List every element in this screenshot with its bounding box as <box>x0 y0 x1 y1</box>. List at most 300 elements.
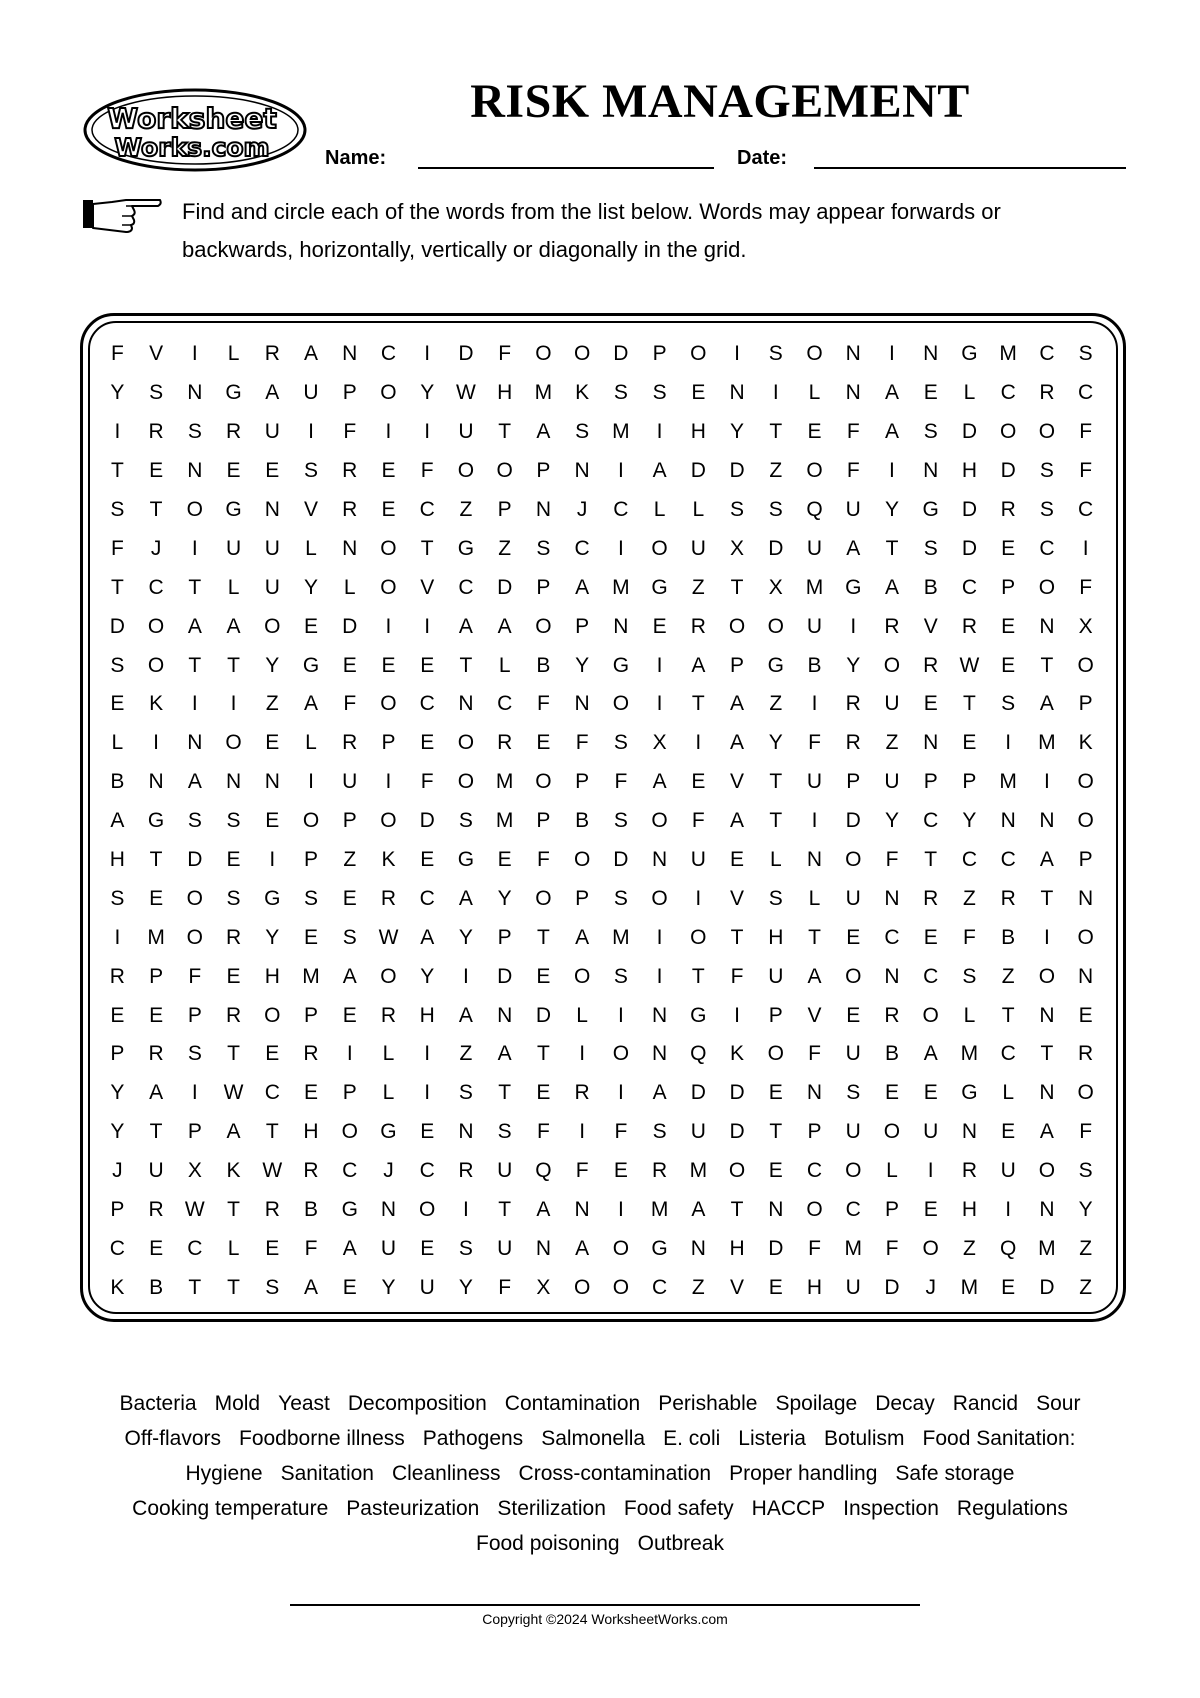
grid-letter[interactable]: O <box>1077 770 1094 794</box>
grid-letter[interactable]: E <box>1001 536 1016 560</box>
grid-letter[interactable]: I <box>114 925 121 949</box>
grid-letter[interactable]: Y <box>381 1275 396 1299</box>
grid-letter[interactable]: C <box>1039 536 1055 560</box>
grid-letter[interactable]: U <box>845 1120 861 1144</box>
grid-letter[interactable]: J <box>576 498 588 521</box>
grid-letter[interactable]: R <box>458 1159 474 1183</box>
grid-letter[interactable]: N <box>574 1198 590 1222</box>
grid-letter[interactable]: O <box>419 1198 436 1222</box>
grid-letter[interactable]: B <box>149 1275 164 1299</box>
grid-letter[interactable]: A <box>226 614 241 638</box>
grid-letter[interactable]: E <box>265 1042 280 1066</box>
grid-letter[interactable]: A <box>1039 1120 1054 1144</box>
grid-letter[interactable]: D <box>613 342 629 366</box>
grid-letter[interactable]: F <box>1079 575 1093 599</box>
grid-letter[interactable]: E <box>1001 653 1016 677</box>
grid-letter[interactable]: D <box>497 964 513 988</box>
grid-letter[interactable]: T <box>265 1120 279 1144</box>
grid-letter[interactable]: C <box>652 1275 668 1299</box>
grid-letter[interactable]: O <box>690 925 707 949</box>
grid-letter[interactable]: P <box>575 614 590 638</box>
grid-letter[interactable]: A <box>536 420 551 444</box>
grid-letter[interactable]: O <box>612 692 630 716</box>
grid-letter[interactable]: O <box>1077 809 1094 833</box>
grid-letter[interactable]: E <box>420 848 435 872</box>
grid-letter[interactable]: E <box>226 964 241 988</box>
grid-letter[interactable]: I <box>656 692 663 716</box>
grid-letter[interactable]: A <box>1039 692 1054 716</box>
grid-letter[interactable]: F <box>110 536 124 560</box>
grid-letter[interactable]: Z <box>459 1042 473 1066</box>
grid-letter[interactable]: D <box>768 536 784 560</box>
grid-letter[interactable]: E <box>923 381 938 405</box>
grid-letter[interactable]: F <box>614 770 628 794</box>
grid-letter[interactable]: A <box>923 1042 938 1066</box>
grid-letter[interactable]: P <box>652 342 667 366</box>
grid-letter[interactable]: E <box>923 1081 938 1105</box>
grid-letter[interactable]: I <box>346 1042 353 1066</box>
grid-letter[interactable]: F <box>188 964 202 988</box>
grid-letter[interactable]: U <box>1000 1159 1016 1183</box>
grid-letter[interactable]: T <box>227 1042 240 1066</box>
grid-letter[interactable]: I <box>463 964 469 988</box>
grid-letter[interactable]: Z <box>459 498 473 521</box>
grid-letter[interactable]: B <box>884 1042 899 1066</box>
grid-letter[interactable]: P <box>342 809 357 833</box>
grid-letter[interactable]: O <box>806 459 823 483</box>
grid-letter[interactable]: Z <box>1001 964 1015 988</box>
grid-letter[interactable]: S <box>226 886 241 910</box>
grid-letter[interactable]: F <box>885 1236 899 1260</box>
grid-letter[interactable]: O <box>845 848 862 872</box>
grid-letter[interactable]: S <box>1078 342 1093 366</box>
grid-letter[interactable]: I <box>191 536 198 560</box>
grid-letter[interactable]: A <box>1039 848 1054 872</box>
grid-letter[interactable]: E <box>923 692 938 716</box>
grid-letter[interactable]: E <box>536 964 551 988</box>
grid-letter[interactable]: H <box>729 1236 745 1260</box>
grid-letter[interactable]: M <box>1038 731 1056 755</box>
grid-letter[interactable]: G <box>767 653 784 677</box>
grid-letter[interactable]: C <box>961 848 978 872</box>
grid-letter[interactable]: T <box>110 459 124 483</box>
grid-letter[interactable]: T <box>498 1081 512 1105</box>
grid-letter[interactable]: G <box>922 498 939 521</box>
grid-letter[interactable]: U <box>380 1236 397 1260</box>
grid-letter[interactable]: A <box>226 1120 241 1144</box>
grid-letter[interactable]: O <box>767 614 784 638</box>
grid-letter[interactable]: E <box>613 1159 628 1183</box>
grid-letter[interactable]: N <box>1078 886 1094 910</box>
grid-letter[interactable]: S <box>149 381 164 405</box>
grid-letter[interactable]: X <box>652 731 667 755</box>
grid-letter[interactable]: A <box>304 1275 319 1299</box>
grid-letter[interactable]: M <box>1038 1236 1056 1260</box>
grid-letter[interactable]: E <box>730 848 745 872</box>
grid-letter[interactable]: U <box>806 614 823 638</box>
grid-letter[interactable]: T <box>730 925 744 949</box>
grid-letter[interactable]: P <box>342 1081 357 1105</box>
grid-letter[interactable]: A <box>884 381 899 405</box>
grid-letter[interactable]: O <box>1077 1081 1094 1105</box>
grid-letter[interactable]: O <box>380 575 397 599</box>
grid-letter[interactable]: R <box>1000 498 1016 521</box>
grid-letter[interactable]: N <box>923 459 939 483</box>
grid-letter[interactable]: T <box>730 575 744 599</box>
grid-letter[interactable]: S <box>458 809 473 833</box>
grid-letter[interactable]: R <box>303 1042 319 1066</box>
grid-letter[interactable]: R <box>923 886 939 910</box>
grid-letter[interactable]: E <box>149 1003 164 1027</box>
grid-letter[interactable]: E <box>691 381 706 405</box>
grid-letter[interactable]: Q <box>806 498 823 521</box>
grid-letter[interactable]: O <box>651 809 668 833</box>
grid-letter[interactable]: A <box>691 1198 706 1222</box>
grid-letter[interactable]: C <box>1039 342 1055 366</box>
grid-letter[interactable]: S <box>110 498 125 521</box>
grid-letter[interactable]: E <box>265 1236 280 1260</box>
grid-letter[interactable]: R <box>303 1159 319 1183</box>
grid-letter[interactable]: N <box>884 964 900 988</box>
grid-letter[interactable]: J <box>112 1159 123 1183</box>
grid-letter[interactable]: Z <box>769 692 783 716</box>
grid-letter[interactable]: S <box>730 498 745 521</box>
grid-letter[interactable]: E <box>1001 1275 1016 1299</box>
grid-letter[interactable]: D <box>109 614 125 638</box>
grid-letter[interactable]: N <box>535 1236 551 1260</box>
grid-letter[interactable]: U <box>264 575 280 599</box>
grid-letter[interactable]: O <box>457 770 475 794</box>
grid-letter[interactable]: N <box>148 770 164 794</box>
grid-letter[interactable]: E <box>846 925 861 949</box>
grid-letter[interactable]: E <box>536 1081 551 1105</box>
grid-letter[interactable]: O <box>380 809 397 833</box>
grid-letter[interactable]: F <box>614 1120 628 1144</box>
grid-letter[interactable]: N <box>923 731 939 755</box>
grid-letter[interactable]: E <box>807 420 822 444</box>
grid-letter[interactable]: R <box>225 420 242 444</box>
grid-letter[interactable]: N <box>264 498 280 521</box>
grid-letter[interactable]: G <box>264 886 281 910</box>
grid-letter[interactable]: O <box>922 1236 939 1260</box>
grid-letter[interactable]: S <box>768 342 783 366</box>
grid-letter[interactable]: E <box>381 498 396 521</box>
grid-letter[interactable]: N <box>613 614 629 638</box>
grid-letter[interactable]: O <box>573 848 591 872</box>
grid-letter[interactable]: I <box>269 848 276 872</box>
grid-letter[interactable]: N <box>342 342 358 366</box>
grid-letter[interactable]: V <box>807 1003 822 1027</box>
grid-letter[interactable]: Y <box>420 964 435 988</box>
grid-letter[interactable]: U <box>845 886 861 910</box>
grid-letter[interactable]: U <box>342 770 358 794</box>
grid-letter[interactable]: I <box>656 925 663 949</box>
grid-letter[interactable]: I <box>617 1081 624 1105</box>
grid-letter[interactable]: T <box>188 575 202 599</box>
grid-letter[interactable]: N <box>1039 1003 1055 1027</box>
grid-letter[interactable]: S <box>923 536 938 560</box>
grid-letter[interactable]: N <box>458 1120 474 1144</box>
grid-letter[interactable]: O <box>147 653 165 677</box>
grid-letter[interactable]: N <box>1039 809 1055 833</box>
grid-letter[interactable]: T <box>769 420 783 444</box>
grid-letter[interactable]: A <box>884 420 899 444</box>
grid-letter[interactable]: I <box>656 420 663 444</box>
grid-letter[interactable]: I <box>889 459 895 483</box>
grid-letter[interactable]: E <box>768 1275 783 1299</box>
grid-letter[interactable]: R <box>148 420 164 444</box>
grid-letter[interactable]: Z <box>498 536 512 560</box>
grid-letter[interactable]: S <box>1039 498 1054 521</box>
grid-letter[interactable]: N <box>458 692 474 716</box>
grid-letter[interactable]: L <box>227 575 240 599</box>
grid-letter[interactable]: R <box>845 731 861 755</box>
grid-letter[interactable]: N <box>652 1003 668 1027</box>
grid-letter[interactable]: M <box>534 381 553 405</box>
grid-letter[interactable]: P <box>342 381 357 405</box>
grid-letter[interactable]: C <box>419 498 435 521</box>
grid-letter[interactable]: I <box>1043 925 1050 949</box>
grid-letter[interactable]: S <box>536 536 551 560</box>
grid-letter[interactable]: N <box>574 692 590 716</box>
grid-letter[interactable]: P <box>187 1120 202 1144</box>
grid-letter[interactable]: F <box>420 770 434 794</box>
grid-letter[interactable]: I <box>889 342 895 366</box>
grid-letter[interactable]: A <box>187 770 202 794</box>
grid-letter[interactable]: D <box>845 809 861 833</box>
grid-letter[interactable]: N <box>652 848 668 872</box>
grid-letter[interactable]: E <box>265 731 280 755</box>
grid-letter[interactable]: S <box>110 886 125 910</box>
grid-letter[interactable]: D <box>961 536 978 560</box>
grid-letter[interactable]: Z <box>963 1236 976 1260</box>
grid-letter[interactable]: Y <box>730 420 745 444</box>
grid-letter[interactable]: X <box>1078 614 1093 638</box>
grid-letter[interactable]: G <box>961 342 978 366</box>
grid-letter[interactable]: T <box>691 692 705 716</box>
grid-letter[interactable]: H <box>768 925 784 949</box>
grid-letter[interactable]: O <box>845 964 862 988</box>
grid-letter[interactable]: S <box>110 653 125 677</box>
grid-letter[interactable]: P <box>730 653 745 677</box>
grid-letter[interactable]: E <box>342 1275 357 1299</box>
grid-letter[interactable]: M <box>147 925 165 949</box>
grid-letter[interactable]: P <box>1078 848 1093 872</box>
grid-letter[interactable]: K <box>1078 731 1093 755</box>
grid-letter[interactable]: O <box>1077 653 1094 677</box>
grid-letter[interactable]: T <box>188 653 202 677</box>
grid-letter[interactable]: I <box>1082 536 1089 560</box>
grid-letter[interactable]: C <box>419 1159 435 1183</box>
grid-letter[interactable]: G <box>651 1236 668 1260</box>
grid-letter[interactable]: N <box>768 1198 784 1222</box>
grid-letter[interactable]: A <box>265 381 280 405</box>
date-field[interactable] <box>814 167 1126 169</box>
grid-letter[interactable]: A <box>730 692 745 716</box>
grid-letter[interactable]: C <box>1000 1042 1016 1066</box>
grid-letter[interactable]: Z <box>343 848 357 872</box>
grid-letter[interactable]: I <box>153 731 159 755</box>
grid-letter[interactable]: Z <box>691 1275 705 1299</box>
grid-letter[interactable]: K <box>575 381 590 405</box>
grid-letter[interactable]: L <box>576 1003 588 1027</box>
grid-letter[interactable]: X <box>768 575 783 599</box>
grid-letter[interactable]: U <box>845 1275 861 1299</box>
grid-letter[interactable]: T <box>1040 653 1054 677</box>
grid-letter[interactable]: O <box>186 886 203 910</box>
grid-letter[interactable]: R <box>380 1003 397 1027</box>
grid-letter[interactable]: V <box>923 614 938 638</box>
grid-letter[interactable]: I <box>617 1198 624 1222</box>
grid-letter[interactable]: S <box>497 1120 512 1144</box>
grid-letter[interactable]: A <box>458 1003 473 1027</box>
grid-letter[interactable]: E <box>304 614 319 638</box>
grid-letter[interactable]: Y <box>884 498 899 521</box>
grid-letter[interactable]: N <box>342 536 358 560</box>
grid-letter[interactable]: E <box>381 459 396 483</box>
grid-letter[interactable]: P <box>807 1120 822 1144</box>
grid-letter[interactable]: C <box>458 575 474 599</box>
grid-letter[interactable]: M <box>999 770 1017 794</box>
grid-letter[interactable]: O <box>767 1042 784 1066</box>
grid-letter[interactable]: C <box>884 925 900 949</box>
grid-letter[interactable]: P <box>1001 575 1016 599</box>
grid-letter[interactable]: F <box>304 1236 318 1260</box>
grid-letter[interactable]: O <box>690 342 707 366</box>
grid-letter[interactable]: L <box>111 731 124 755</box>
grid-letter[interactable]: R <box>574 1081 590 1105</box>
grid-letter[interactable]: P <box>536 575 551 599</box>
grid-letter[interactable]: M <box>612 925 630 949</box>
grid-letter[interactable]: A <box>497 614 512 638</box>
grid-letter[interactable]: Z <box>769 459 783 483</box>
grid-letter[interactable]: I <box>424 1042 431 1066</box>
grid-letter[interactable]: A <box>420 925 435 949</box>
grid-letter[interactable]: O <box>728 1159 746 1183</box>
grid-letter[interactable]: E <box>420 1120 435 1144</box>
grid-letter[interactable]: C <box>380 342 397 366</box>
grid-letter[interactable]: Y <box>846 653 861 677</box>
grid-letter[interactable]: F <box>963 925 976 949</box>
grid-letter[interactable]: N <box>187 381 203 405</box>
grid-letter[interactable]: G <box>612 653 630 677</box>
grid-letter[interactable]: G <box>845 575 862 599</box>
grid-letter[interactable]: A <box>652 459 667 483</box>
grid-letter[interactable]: E <box>265 459 280 483</box>
grid-letter[interactable]: F <box>808 1042 821 1066</box>
grid-letter[interactable]: V <box>730 770 745 794</box>
grid-letter[interactable]: P <box>884 1198 899 1222</box>
grid-letter[interactable]: S <box>613 964 628 988</box>
grid-letter[interactable]: C <box>923 809 939 833</box>
grid-letter[interactable]: O <box>535 886 552 910</box>
grid-letter[interactable]: L <box>692 498 705 521</box>
grid-letter[interactable]: N <box>806 848 823 872</box>
grid-letter[interactable]: Y <box>497 886 512 910</box>
grid-letter[interactable]: S <box>304 886 319 910</box>
grid-letter[interactable]: C <box>148 575 164 599</box>
grid-letter[interactable]: R <box>225 1003 242 1027</box>
grid-letter[interactable]: I <box>579 1120 586 1144</box>
grid-letter[interactable]: U <box>690 1120 706 1144</box>
grid-letter[interactable]: E <box>420 731 435 755</box>
grid-letter[interactable]: G <box>690 1003 707 1027</box>
grid-letter[interactable]: M <box>844 1236 862 1260</box>
grid-letter[interactable]: S <box>1039 459 1054 483</box>
grid-letter[interactable]: X <box>187 1159 202 1183</box>
grid-letter[interactable]: E <box>768 1081 783 1105</box>
grid-letter[interactable]: T <box>149 848 163 872</box>
grid-letter[interactable]: W <box>959 653 980 677</box>
grid-letter[interactable]: I <box>734 342 740 366</box>
grid-letter[interactable]: O <box>1077 925 1094 949</box>
grid-letter[interactable]: C <box>806 1159 823 1183</box>
grid-letter[interactable]: N <box>574 459 590 483</box>
grid-letter[interactable]: O <box>806 1198 823 1222</box>
grid-letter[interactable]: L <box>305 731 317 755</box>
grid-letter[interactable]: R <box>1039 381 1055 405</box>
grid-letter[interactable]: N <box>690 1236 706 1260</box>
grid-letter[interactable]: S <box>923 420 938 444</box>
grid-letter[interactable]: S <box>613 886 628 910</box>
grid-letter[interactable]: D <box>419 809 435 833</box>
grid-letter[interactable]: L <box>963 1003 976 1027</box>
grid-letter[interactable]: B <box>1001 925 1016 949</box>
grid-letter[interactable]: U <box>845 1042 861 1066</box>
grid-letter[interactable]: Y <box>110 381 125 405</box>
grid-letter[interactable]: I <box>191 342 198 366</box>
grid-letter[interactable]: K <box>149 692 164 716</box>
grid-letter[interactable]: I <box>772 381 779 405</box>
grid-letter[interactable]: L <box>1002 1081 1014 1105</box>
grid-letter[interactable]: S <box>768 886 783 910</box>
grid-letter[interactable]: O <box>651 886 668 910</box>
grid-letter[interactable]: I <box>385 770 392 794</box>
grid-letter[interactable]: O <box>264 614 281 638</box>
grid-letter[interactable]: F <box>420 459 434 483</box>
grid-letter[interactable]: N <box>961 1120 978 1144</box>
grid-letter[interactable]: A <box>149 1081 164 1105</box>
grid-letter[interactable]: L <box>963 381 976 405</box>
grid-letter[interactable]: O <box>728 614 746 638</box>
grid-letter[interactable]: F <box>846 459 860 483</box>
grid-letter[interactable]: E <box>149 886 164 910</box>
grid-letter[interactable]: L <box>498 653 511 677</box>
grid-letter[interactable]: D <box>729 459 745 483</box>
grid-letter[interactable]: K <box>730 1042 745 1066</box>
grid-letter[interactable]: N <box>652 1042 668 1066</box>
grid-letter[interactable]: B <box>923 575 938 599</box>
grid-letter[interactable]: F <box>498 1275 512 1299</box>
grid-letter[interactable]: Y <box>420 381 435 405</box>
grid-letter[interactable]: C <box>187 1236 203 1260</box>
grid-letter[interactable]: R <box>148 1198 164 1222</box>
grid-letter[interactable]: P <box>304 1003 319 1027</box>
grid-letter[interactable]: S <box>613 809 628 833</box>
grid-letter[interactable]: P <box>497 925 512 949</box>
grid-letter[interactable]: Z <box>885 731 899 755</box>
grid-letter[interactable]: L <box>305 536 317 560</box>
grid-letter[interactable]: M <box>650 1198 669 1222</box>
grid-letter[interactable]: L <box>808 381 821 405</box>
grid-letter[interactable]: O <box>264 1003 281 1027</box>
grid-letter[interactable]: A <box>575 925 590 949</box>
grid-letter[interactable]: B <box>575 809 590 833</box>
grid-letter[interactable]: S <box>613 731 628 755</box>
grid-letter[interactable]: T <box>1040 886 1054 910</box>
grid-letter[interactable]: E <box>110 1003 125 1027</box>
grid-letter[interactable]: I <box>811 692 818 716</box>
